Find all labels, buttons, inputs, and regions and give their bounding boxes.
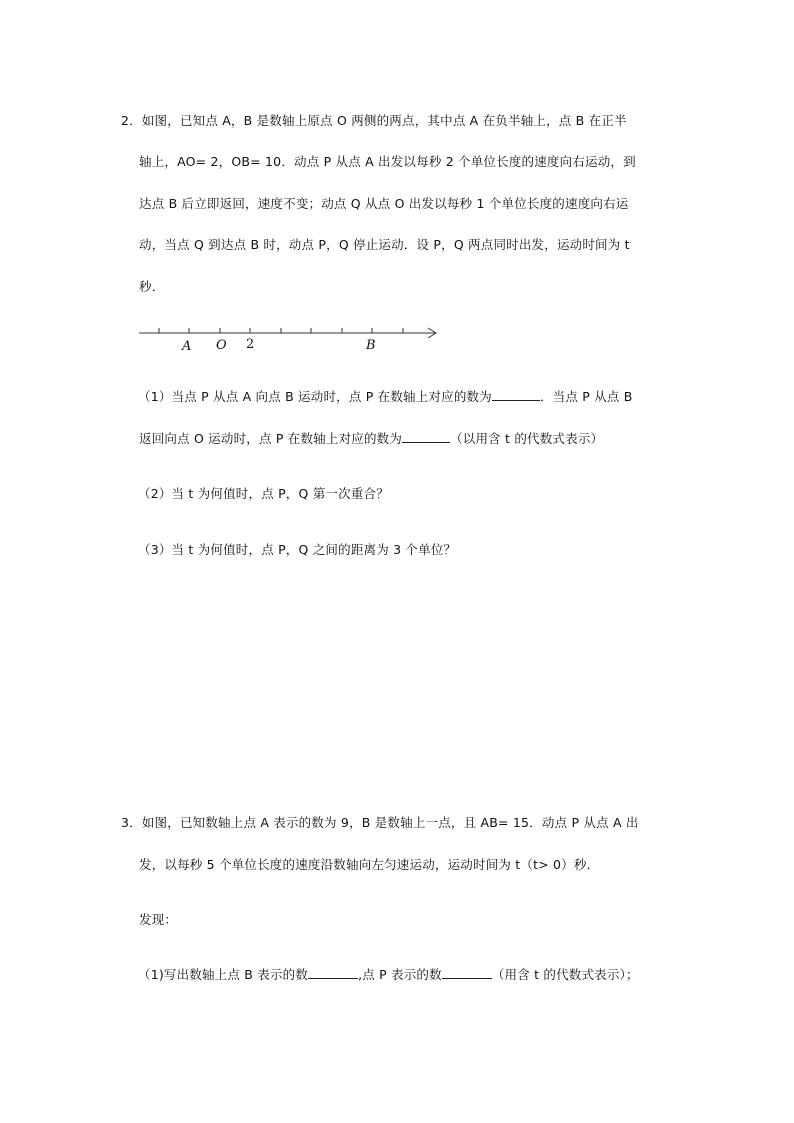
answer-blank-3[interactable] [308,967,358,979]
part1-text-a: （1）当点 P 从点 A 向点 B 运动时，点 P 在数轴上对应的数为 [138,389,492,404]
p3-part1-text-c: （用含 t 的代数式表示）； [491,967,639,982]
answer-blank-2[interactable] [402,431,450,443]
part1-text-b: ．当点 P 从点 B [539,389,633,404]
problem3-discover: 发现： [139,912,178,927]
number-line-ticks [159,328,403,333]
problem3-line2: 发，以每秒 5 个单位长度的速度沿数轴向左匀速运动，运动时间为 t（t> 0）秒． [139,857,600,872]
problem2-line1: 2．如图，已知点 A，B 是数轴上原点 O 两侧的两点，其中点 A 在负半轴上，点 B 在正半 [121,113,627,128]
number-line-figure [135,318,445,356]
part1-text-c: 返回向点 O 运动时，点 P 在数轴上对应的数为 [139,431,403,446]
problem2-line5: 秒． [139,279,165,294]
p3-part1-text-a: （1)写出数轴上点 B 表示的数 [138,967,309,982]
label-A: A [182,339,192,354]
problem3-part1 [138,965,639,983]
problem3-line1: 3．如图，已知数轴上点 A 表示的数为 9，B 是数轴上一点，且 AB= 15．动点 P 从点 A 出 [121,815,639,830]
problem2-part2: （2）当 t 为何值时，点 P，Q 第一次重合？ [138,486,389,501]
problem2-part3: （3）当 t 为何值时，点 P，Q 之间的距离为 3 个单位？ [138,542,457,557]
label-2: 2 [246,337,255,352]
label-O: O [216,338,227,353]
problem2-line4: 动，当点 Q 到达点 B 时，动点 P，Q 停止运动．设 P，Q 两点同时出发，运动时间为 t [139,237,630,252]
p3-part1-text-b: ,点 P 表示的数 [358,967,442,982]
label-B: B [366,338,376,353]
problem2-line2: 轴上，AO= 2，OB= 10．动点 P 从点 A 出发以每秒 2 个单位长度的速度向右运动，到 [139,154,636,169]
problem2-part1-line2 [139,429,603,447]
part1-text-d: （以用含 t 的代数式表示） [450,431,604,446]
answer-blank-1[interactable] [492,389,540,401]
problem2-line3: 达点 B 后立即返回，速度不变；动点 Q 从点 O 出发以每秒 1 个单位长度的速度向右运 [139,196,629,211]
problem2-part1-line1 [138,387,633,405]
answer-blank-4[interactable] [442,967,492,979]
